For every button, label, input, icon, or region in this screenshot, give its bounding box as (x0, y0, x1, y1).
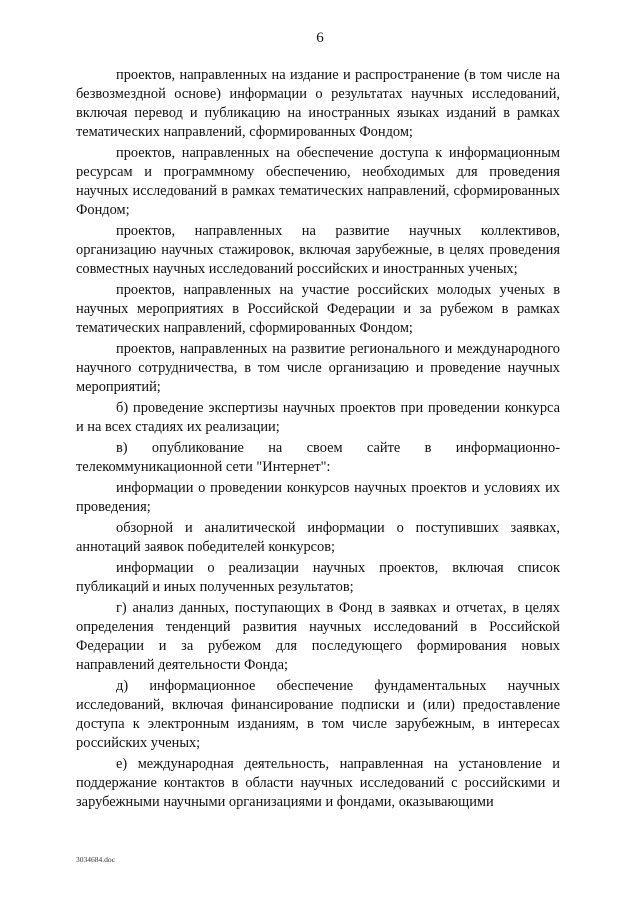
document-body (76, 66, 560, 814)
paragraph: проектов, направленных на обеспечение доступа к информационным ресурсам и программному обеспечению, необходимых для проведения научных исследований в рамках тематических направлений, сформированных Фондом; (76, 145, 560, 218)
paragraph: г) анализ данных, поступающих в Фонд в заявках и отчетах, в целях определения тенденций развития научных исследований в Российской Федерации и за рубежом для последующего формирования новых направлений деятельности Фонда; (76, 600, 560, 673)
paragraph: проектов, направленных на издание и распространение (в том числе на безвозмездной основе) информации о результатах научных исследований, включая перевод и публикацию на иностранных языках изданий в рамках тематических направлений, сформированных Фондом; (76, 67, 560, 140)
paragraph: информации о реализации научных проектов, включая список публикаций и иных полученных результатов; (76, 560, 560, 595)
paragraph: информации о проведении конкурсов научных проектов и условиях их проведения; (76, 480, 560, 515)
paragraph: б) проведение экспертизы научных проектов при проведении конкурса и на всех стадиях их реализации; (76, 400, 560, 435)
file-name-footer: 3034684.doc (76, 855, 115, 864)
paragraph: обзорной и аналитической информации о поступивших заявках, аннотаций заявок победителей конкурсов; (76, 520, 560, 555)
paragraph: д) информационное обеспечение фундаментальных научных исследований, включая финансирование подписки и (или) предоставление доступа к электронным изданиям, в том числе зарубежным, в интересах российских ученых; (76, 678, 560, 751)
paragraph: е) международная деятельность, направленная на установление и поддержание контактов в области научных исследований с российскими и зарубежными научными организациями и фондами, оказывающими (76, 756, 560, 810)
paragraph: проектов, направленных на участие российских молодых ученых в научных мероприятиях в Российской Федерации и за рубежом в рамках тематических направлений, сформированных Фондом; (76, 282, 560, 336)
paragraph: проектов, направленных на развитие научных коллективов, организацию научных стажировок, включая зарубежные, в целях проведения совместных научных исследований российских и иностранных ученых; (76, 223, 560, 277)
paragraph: в) опубликование на своем сайте в информационно-телекоммуникационной сети "Интернет": (76, 440, 560, 475)
page-number: 6 (316, 30, 324, 46)
paragraph: проектов, направленных на развитие регионального и международного научного сотрудничества, в том числе организацию и проведение научных мероприятий; (76, 341, 560, 395)
